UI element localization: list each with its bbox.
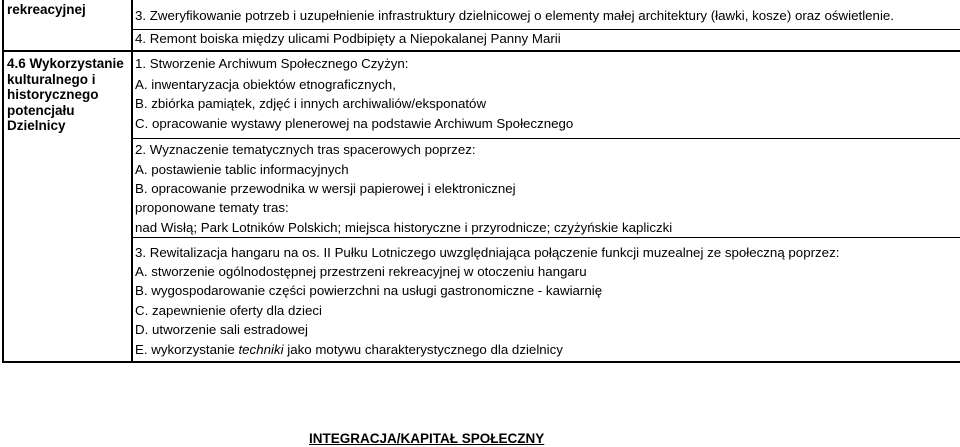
item-2-b: B. opracowanie przewodnika w wersji papierowej i elektronicznej [135, 181, 516, 196]
item-3-e: E. wykorzystanie techniki jako motywu charakterystycznego dla dzielnicy [135, 342, 563, 357]
item-2-topics-label: proponowane tematy tras: [135, 200, 289, 215]
section-heading: INTEGRACJA/KAPITAŁ SPOŁECZNY [309, 431, 545, 446]
item-1-c: C. opracowanie wystawy plenerowej na podstawie Archiwum Społecznego [135, 116, 574, 131]
row-label-line: 4.6 Wykorzystanie [7, 56, 124, 71]
item-3-e-italic: techniki [238, 342, 284, 357]
row-label-line: historycznego [7, 87, 99, 102]
item-2-title: 2. Wyznaczenie tematycznych tras spacerowych poprzez: [135, 142, 476, 157]
item-3-b: B. wygospodarowanie części powierzchni na usługi gastronomiczne - kawiarnię [135, 283, 603, 298]
item-2-topics: nad Wisłą; Park Lotników Polskich; miejsca historyczne i przyrodnicze; czyżyńskie kapliczki [135, 220, 673, 235]
item-3-title: 3. Rewitalizacja hangaru na os. II Pułku Lotniczego uwzględniająca połączenie funkcji muzealnej ze społeczną poprzez: [135, 245, 840, 260]
column-divider [131, 0, 133, 361]
row-label-line: kulturalnego i [7, 71, 96, 87]
prev-item-3: 3. Zweryfikowanie potrzeb i uzupełnienie infrastruktury dzielnicowej o elementy małej architektury (ławki, kosze) oraz oświetlenie. [135, 8, 894, 23]
prev-item-4: 4. Remont boiska między ulicami Podbipięty a Niepokalanej Panny Marii [135, 31, 561, 46]
item-3-d: D. utworzenie sali estradowej [135, 322, 308, 337]
row-label-line: Dzielnicy [7, 118, 66, 133]
prev-row-label: rekreacyjnej [7, 2, 86, 17]
row-divider [4, 50, 960, 52]
cell-divider [133, 237, 960, 238]
row-label-line: potencjału [7, 102, 75, 118]
item-2-a: A. postawienie tablic informacyjnych [135, 162, 349, 177]
item-1-b: B. zbiórka pamiątek, zdjęć i innych archiwaliów/eksponatów [135, 96, 487, 111]
item-3-a: A. stworzenie ogólnodostępnej przestrzeni rekreacyjnej w otoczeniu hangaru [135, 264, 587, 279]
item-1-title: 1. Stworzenie Archiwum Społecznego Czyżyn: [135, 56, 409, 71]
item-1-a: A. inwentaryzacja obiektów etnograficznych, [135, 77, 396, 92]
cell-divider [133, 138, 960, 139]
cell-divider [133, 29, 960, 30]
item-3-c: C. zapewnienie oferty dla dzieci [135, 303, 322, 318]
